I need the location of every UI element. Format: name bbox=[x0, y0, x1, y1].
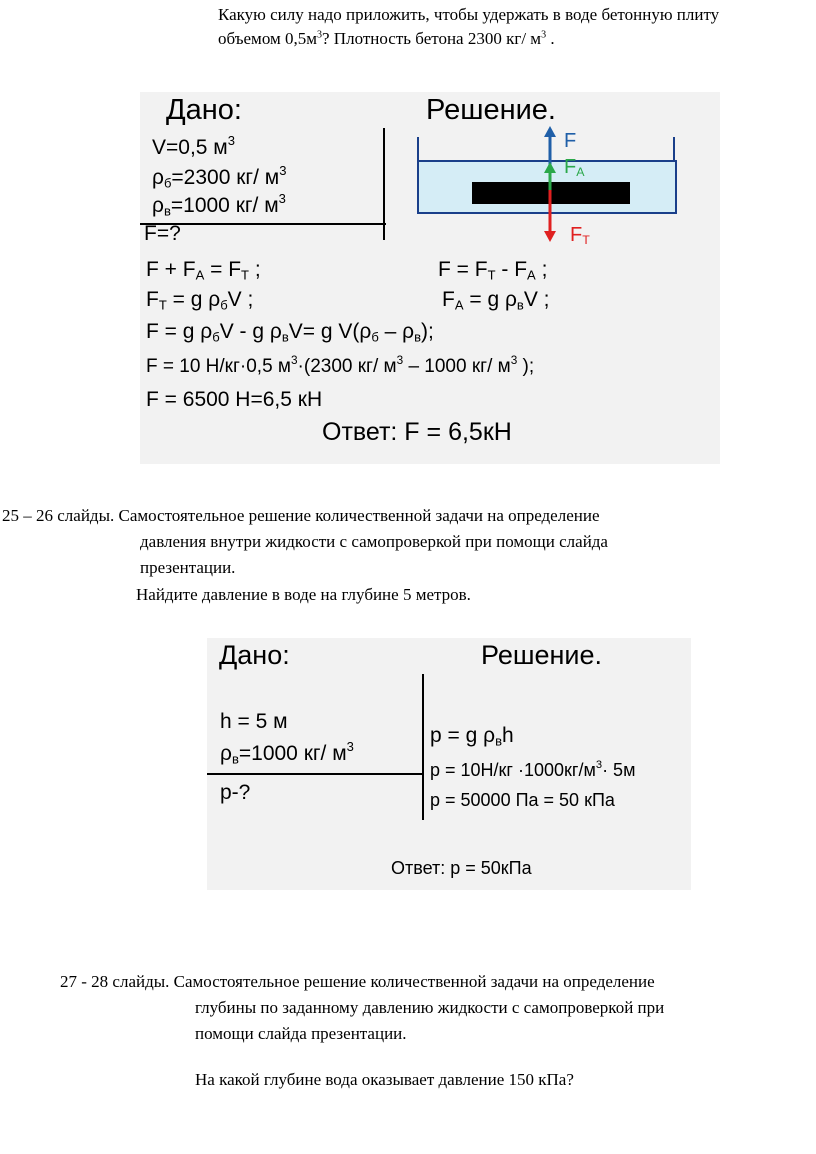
eq-gravity: $F_T = g$ $\rho_бV$ ; bbox=[146, 288, 254, 313]
eq-substitution: F = 10 Н/кг·0,5 $м^3\cdot(2300$ кг/ $м^3 - 1000$ кг/ $м^3$ ); bbox=[146, 353, 535, 377]
given-title-2: Дано: bbox=[219, 640, 290, 670]
section-2-task: Найдите давление в воде на глубине 5 метров. bbox=[136, 585, 471, 604]
answer: Ответ: F = 6,5кН bbox=[322, 418, 512, 446]
eq-combined: F = g $\rho_бV$ - g $\rho_вV= g$ $V(\rho_б - \rho_в)$; bbox=[146, 320, 434, 345]
section-3-line-3: помощи слайда презентации. bbox=[195, 1024, 407, 1043]
arrow-ft-head bbox=[544, 231, 556, 242]
intro-exp-1: 3 bbox=[317, 29, 323, 41]
answer-2: Ответ: p = 50кПа bbox=[391, 858, 532, 878]
given-find: F=? bbox=[144, 222, 181, 245]
label-ft: $F_T$ bbox=[570, 224, 590, 248]
force-arrows bbox=[538, 126, 562, 244]
given-find-2: p-? bbox=[220, 781, 251, 804]
given-title: Дано: bbox=[166, 94, 242, 126]
arrow-f-head bbox=[544, 126, 556, 137]
eq-pressure-formula: p = g $\rho_вh$ bbox=[430, 724, 514, 749]
section-3-line-1: 27 - 28 слайды. Самостоятельное решение количественной задачи на определение bbox=[60, 972, 655, 991]
intro-exp-2: 3 bbox=[541, 29, 547, 41]
label-fa: $F_A$ bbox=[564, 156, 585, 180]
intro-end: . bbox=[546, 29, 555, 48]
section-2-line-1: 25 – 26 слайды. Самостоятельное решение количественной задачи на определение bbox=[2, 506, 600, 525]
slide-2-pressure-solution bbox=[207, 638, 691, 890]
arrow-fa-head bbox=[544, 162, 556, 173]
eq-force-balance: $F + F_A = F_T$ ; bbox=[146, 258, 261, 283]
water-top-edge bbox=[417, 137, 419, 161]
given-concrete-density: $\rho_б=2300$ кг/ $м^3$ bbox=[152, 162, 287, 191]
eq-result: F = 6500 Н=6,5 кН bbox=[146, 388, 323, 411]
given-depth: h = 5 м bbox=[220, 710, 288, 733]
label-f: F bbox=[564, 130, 577, 152]
eq-pressure-result: p = 50000 Па = 50 кПа bbox=[430, 790, 615, 810]
eq-pressure-substitution: $p = 10Н/кг \cdot 1000кг/м^3\cdot 5м$ bbox=[430, 759, 636, 780]
intro-line-1: Какую силу надо приложить, чтобы удержать в воде бетонную плиту bbox=[218, 5, 720, 24]
intro-line-2 bbox=[218, 28, 555, 50]
section-2-line-3: презентации. bbox=[140, 558, 236, 577]
water-top-edge-right bbox=[673, 137, 675, 161]
intro-density-text: ? Плотность бетона 2300 кг/ м bbox=[322, 29, 542, 48]
solution-title-2: Решение. bbox=[481, 640, 603, 670]
given-water-density-2: $\rho_в=1000$ кг/ $м^3$ bbox=[220, 738, 354, 767]
section-3-task: На какой глубине вода оказывает давление 150 кПа? bbox=[195, 1070, 574, 1089]
section-2-line-2: давления внутри жидкости с самопроверкой при помощи слайда bbox=[140, 532, 608, 551]
vertical-divider-2 bbox=[422, 674, 424, 820]
section-3-line-2: глубины по заданному давлению жидкости с самопроверкой при bbox=[195, 998, 665, 1017]
eq-force-expression: $F = F_T - F_A$ ; bbox=[438, 258, 548, 283]
slide-1-buoyancy-solution bbox=[140, 92, 720, 464]
horizontal-divider-2 bbox=[207, 773, 424, 775]
eq-archimedes: $F_A = g$ $\rho_вV$ ; bbox=[442, 288, 550, 313]
given-volume: V=0,5 $м^3$ bbox=[152, 132, 235, 159]
given-water-density: $\rho_в=1000$ кг/ $м^3$ bbox=[152, 190, 286, 219]
intro-volume-text: объемом 0,5м bbox=[218, 29, 318, 48]
solution-title: Решение. bbox=[426, 94, 556, 126]
